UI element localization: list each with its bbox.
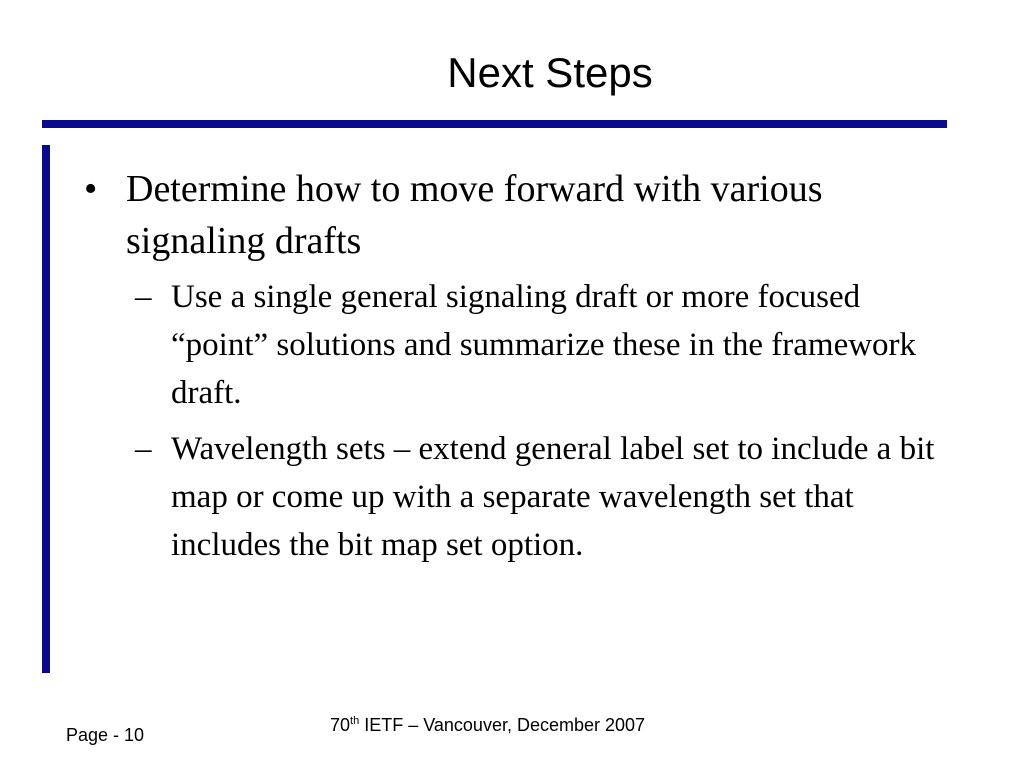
event-superscript: th bbox=[350, 715, 360, 727]
side-rule bbox=[42, 145, 50, 673]
title-rule bbox=[42, 120, 947, 128]
slide-content bbox=[84, 163, 954, 577]
sub-bullet-text: Use a single general signaling draft or more focused “point” solutions and summarize these in the framework draft. bbox=[171, 279, 917, 411]
sub-bullet-marker: – bbox=[135, 279, 152, 315]
event-footer bbox=[330, 715, 645, 736]
page-number: Page - 10 bbox=[66, 725, 145, 745]
slide-title: Next Steps bbox=[447, 49, 653, 96]
event-number: 70 bbox=[330, 715, 351, 735]
sub-bullet-text: Wavelength sets – extend general label set to include a bit map or come up with a separate wavelength set that includes the bit map set option. bbox=[171, 431, 935, 563]
bullet-item bbox=[84, 163, 954, 267]
event-text: IETF – Vancouver, December 2007 bbox=[359, 715, 646, 735]
sub-bullet-item bbox=[135, 425, 954, 569]
bullet-marker: • bbox=[84, 168, 98, 210]
bullet-text: Determine how to move forward with various signaling drafts bbox=[126, 168, 823, 262]
sub-bullet-marker: – bbox=[135, 431, 152, 467]
sub-bullet-item bbox=[135, 273, 954, 417]
